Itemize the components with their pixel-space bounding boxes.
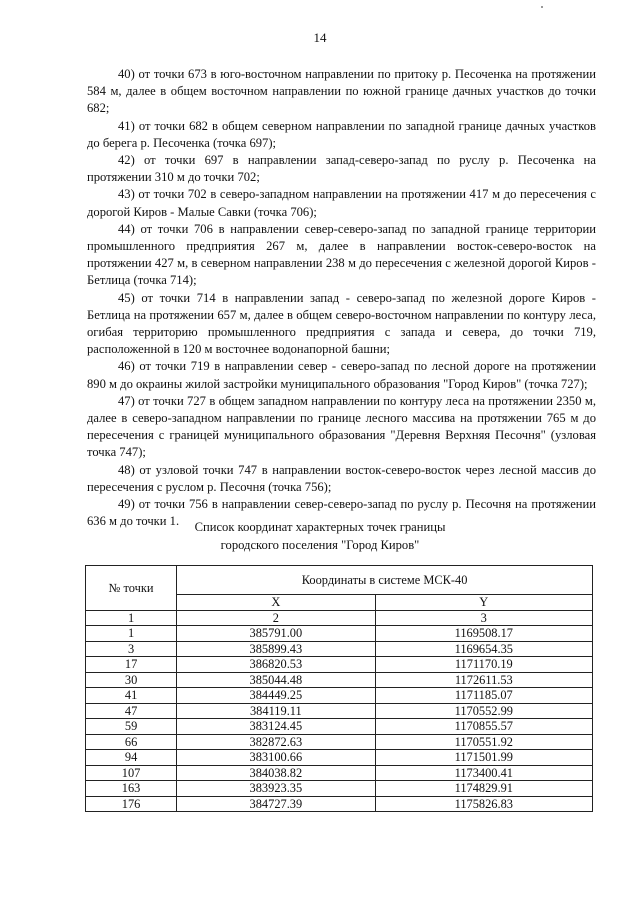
cell-x: 384038.82 — [177, 765, 375, 781]
table-row — [86, 672, 593, 688]
cell-x: 385899.43 — [177, 641, 375, 657]
paragraph-44: 44) от точки 706 в направлении север-северо-запад по западной границе территории промышленного предприятия 267 м, далее в направлении восток-северо-восток на протяжении 427 м, в северном направлении 238 м до пересечения с железной дорогой Киров - Бетлица (точка 714); — [87, 221, 596, 288]
table-row — [86, 626, 593, 642]
cell-y: 1170551.92 — [375, 734, 592, 750]
header-y: Y — [375, 595, 592, 611]
paragraph-46: 46) от точки 719 в направлении север - северо-запад по лесной дороге на протяжении 890 м до окраины жилой застройки муниципального образования "Город Киров" (точка 727); — [87, 359, 596, 391]
paragraph-45: 45) от точки 714 в направлении запад - северо-запад по железной дороге Киров - Бетлица на протяжении 657 м, далее в общем северо-восточном направлении по контуру леса, огибая территорию промышленного предприятия с запада и севера, до точки 719, расположенной в 120 м восточнее водонапорной башни; — [87, 290, 596, 357]
cell-point-number: 17 — [86, 657, 177, 673]
cell-x: 383923.35 — [177, 781, 375, 797]
boundary-description — [87, 66, 596, 530]
cell-x: 384727.39 — [177, 796, 375, 812]
cell-y: 1172611.53 — [375, 672, 592, 688]
cell-point-number: 163 — [86, 781, 177, 797]
header-coordinate-system: Координаты в системе МСК-40 — [177, 566, 593, 595]
table-caption — [0, 519, 640, 554]
paragraph-47: 47) от точки 727 в общем западном направлении по контуру леса на протяжении 2350 м, далее в северо-западном направлении по границе лесного массива на протяжении 765 м до пересечения с границей муниципального образования "Деревня Верхняя Песочня" (узловая точка 747); — [87, 393, 596, 460]
cell-y: 1174829.91 — [375, 781, 592, 797]
cell-x: 383100.66 — [177, 750, 375, 766]
cell-point-number: 1 — [86, 626, 177, 642]
table-row — [86, 781, 593, 797]
cell-x: 384449.25 — [177, 688, 375, 704]
cell-y: 1171501.99 — [375, 750, 592, 766]
table-row — [86, 688, 593, 704]
cell-y: 1169508.17 — [375, 626, 592, 642]
caption-line-2: городского поселения "Город Киров" — [220, 537, 420, 552]
caption-line-1: Список координат характерных точек границы — [194, 520, 446, 534]
cell-y: 1170552.99 — [375, 703, 592, 719]
cell-point-number: 176 — [86, 796, 177, 812]
cell-point-number: 66 — [86, 734, 177, 750]
column-number-1: 1 — [86, 610, 177, 626]
table-row — [86, 719, 593, 735]
cell-point-number: 30 — [86, 672, 177, 688]
cell-x: 385791.00 — [177, 626, 375, 642]
table-row — [86, 641, 593, 657]
cell-x: 385044.48 — [177, 672, 375, 688]
column-number-2: 2 — [177, 610, 375, 626]
table-row — [86, 765, 593, 781]
table-row — [86, 734, 593, 750]
cell-point-number: 3 — [86, 641, 177, 657]
cell-x: 384119.11 — [177, 703, 375, 719]
cell-y: 1171170.19 — [375, 657, 592, 673]
cell-x: 386820.53 — [177, 657, 375, 673]
table-row — [86, 703, 593, 719]
coordinates-table — [85, 565, 593, 812]
paragraph-49: 49) от точки 756 в направлении север-северо-запад по руслу р. Песочня на протяжении 636 м до точки 1. — [87, 497, 596, 529]
cell-y: 1170855.57 — [375, 719, 592, 735]
paragraph-43: 43) от точки 702 в северо-западном направлении на протяжении 417 м до пересечения с дорогой Киров - Малые Савки (точка 706); — [87, 187, 596, 219]
column-number-3: 3 — [375, 610, 592, 626]
cell-point-number: 94 — [86, 750, 177, 766]
table-row — [86, 657, 593, 673]
cell-point-number: 47 — [86, 703, 177, 719]
cell-x: 383124.45 — [177, 719, 375, 735]
paragraph-41: 41) от точки 682 в общем северном направлении по западной границе дачных участков до берега р. Песоченка (точка 697); — [87, 118, 596, 150]
header-point-number: № точки — [86, 566, 177, 611]
cell-y: 1173400.41 — [375, 765, 592, 781]
table-row — [86, 796, 593, 812]
scan-speck — [541, 6, 543, 8]
cell-y: 1169654.35 — [375, 641, 592, 657]
paragraph-48: 48) от узловой точки 747 в направлении восток-северо-восток через лесной массив до пересечения с руслом р. Песочня (точка 756); — [87, 462, 596, 494]
header-x: X — [177, 595, 375, 611]
paragraph-40: 40) от точки 673 в юго-восточном направлении по притоку р. Песоченка на протяжении 584 м, далее в общем восточном направлении по южной границе дачных участков до точки 682; — [87, 67, 596, 116]
table-row — [86, 750, 593, 766]
cell-x: 382872.63 — [177, 734, 375, 750]
page-number: 14 — [313, 30, 327, 45]
cell-point-number: 107 — [86, 765, 177, 781]
cell-point-number: 41 — [86, 688, 177, 704]
paragraph-42: 42) от точки 697 в направлении запад-северо-запад по руслу р. Песоченка на протяжении 310 м до точки 702; — [87, 153, 596, 185]
cell-point-number: 59 — [86, 719, 177, 735]
cell-y: 1171185.07 — [375, 688, 592, 704]
table-body — [86, 626, 593, 812]
cell-y: 1175826.83 — [375, 796, 592, 812]
